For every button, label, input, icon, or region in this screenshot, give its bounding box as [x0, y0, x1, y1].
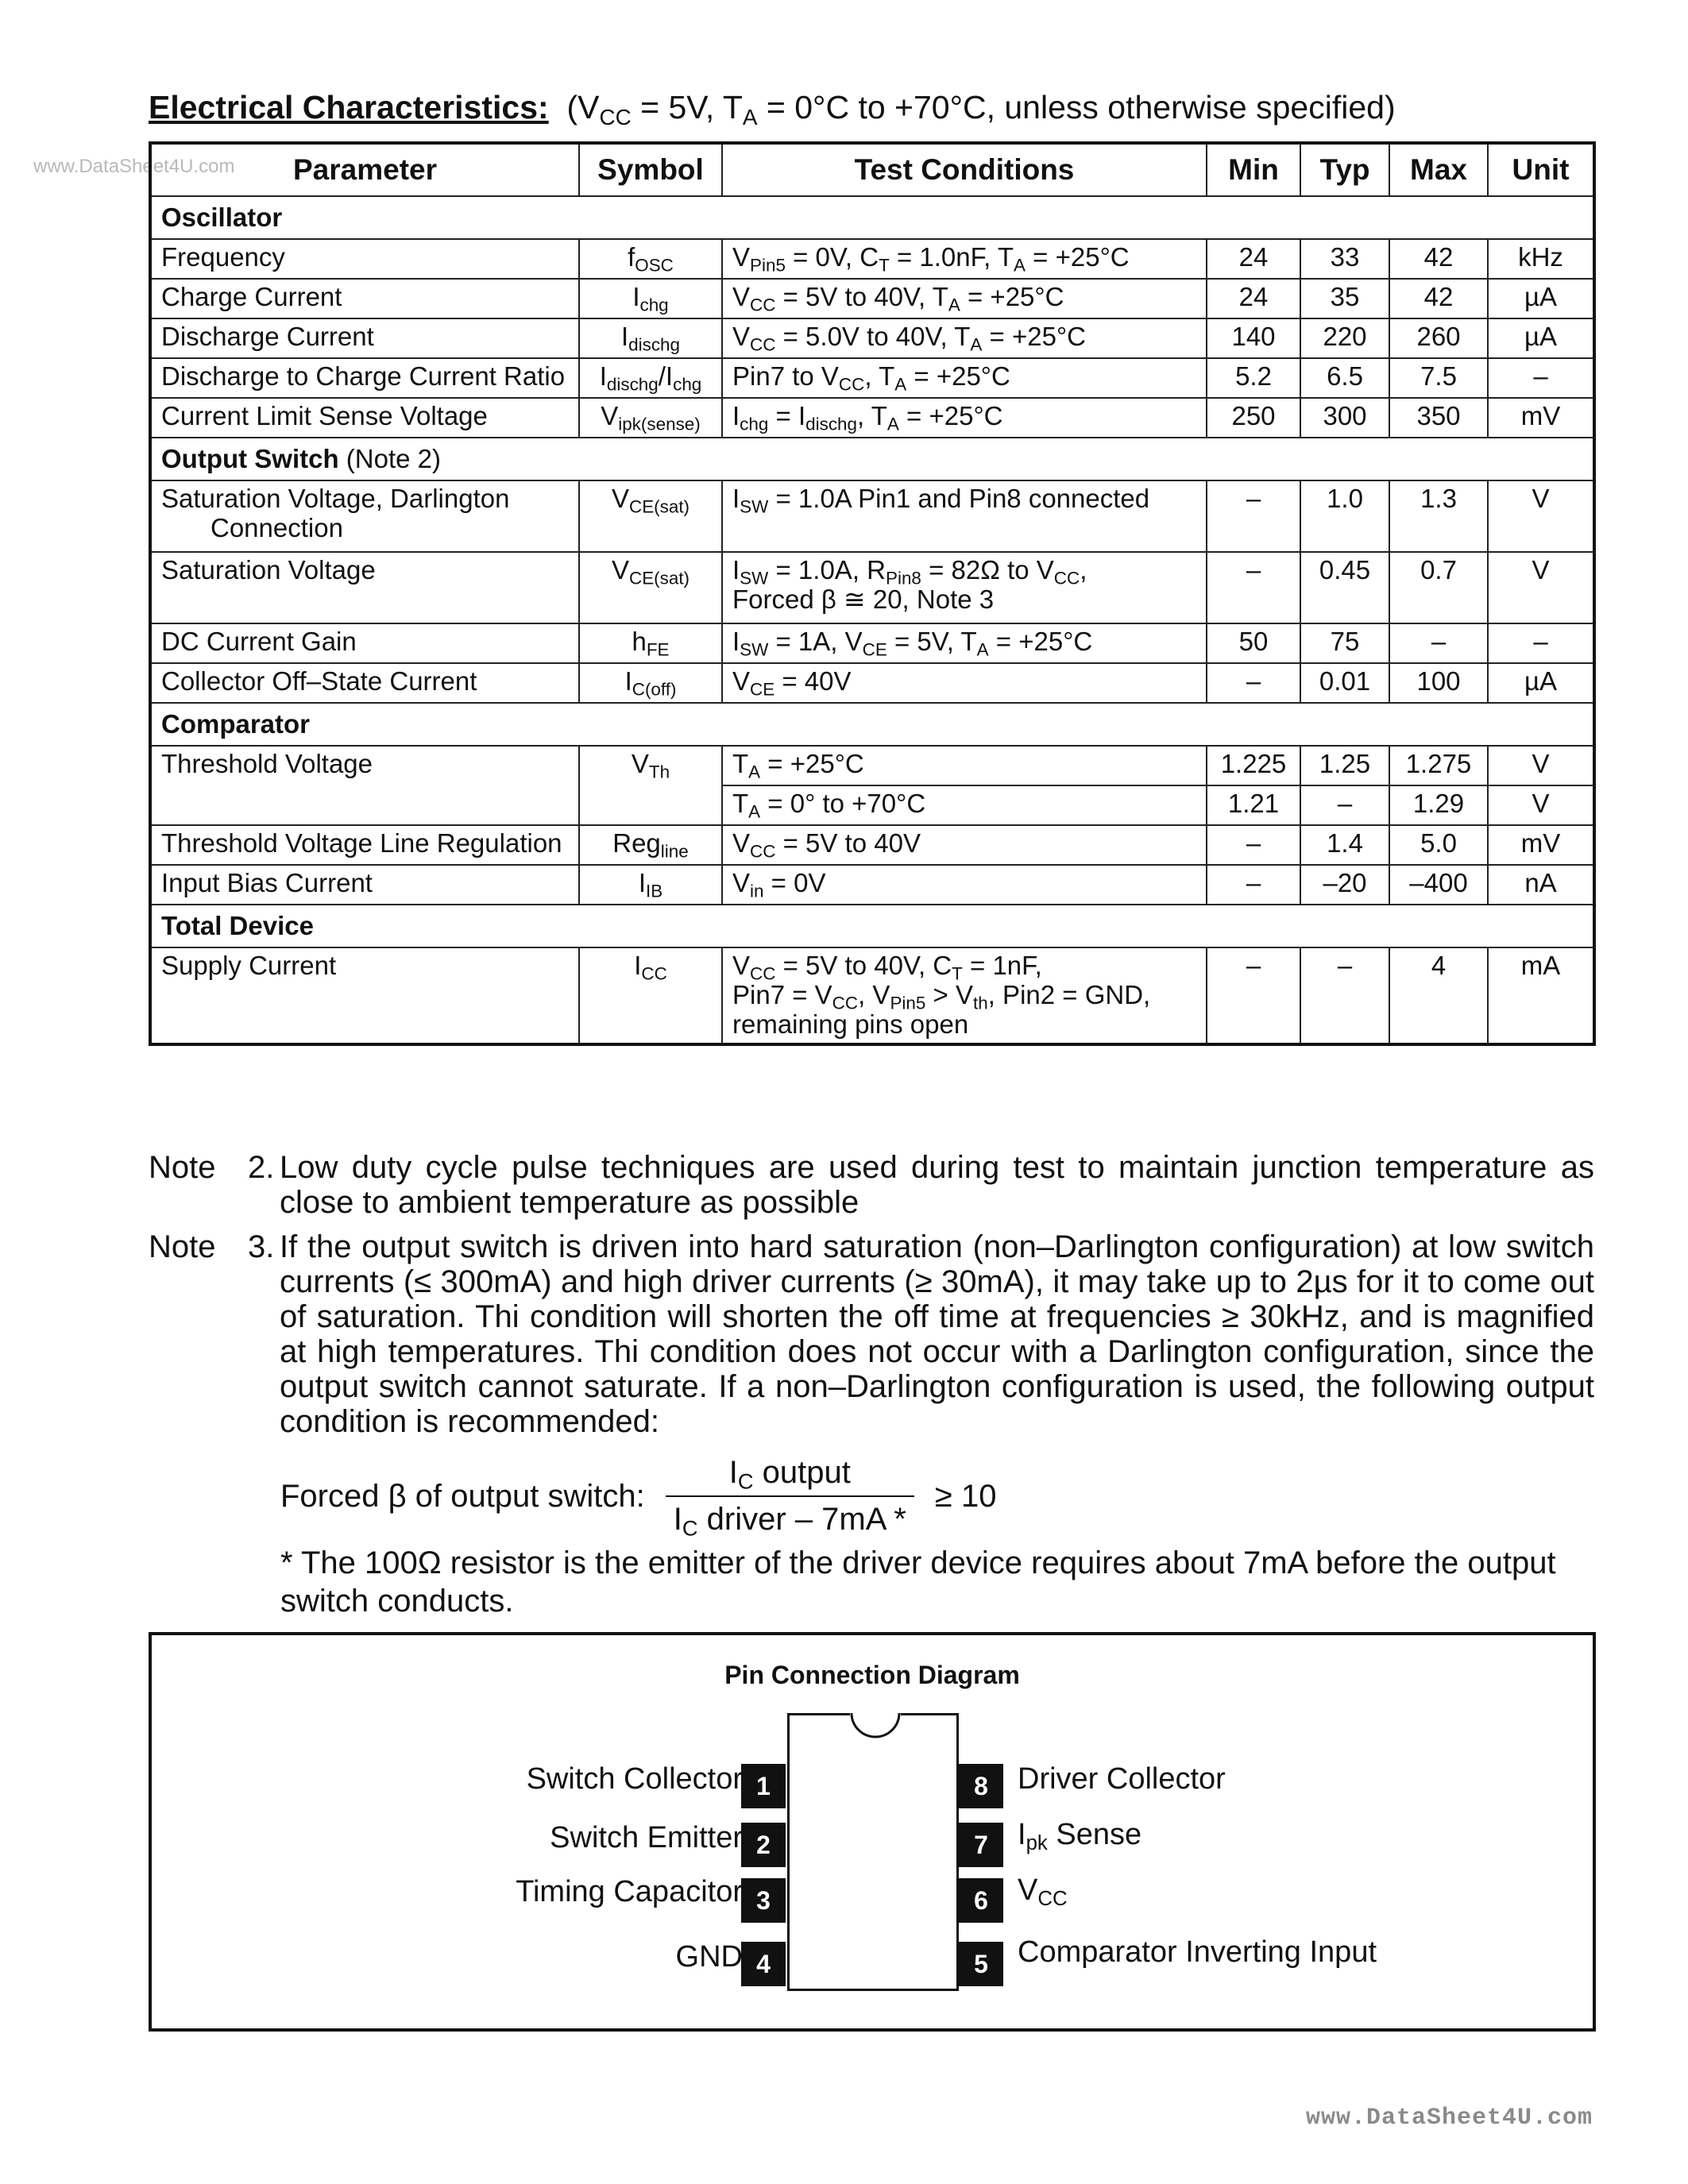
formula-text: I: [673, 1502, 682, 1537]
symbol-text: Reg: [612, 828, 661, 858]
condition-cell: [722, 825, 1207, 865]
cond-text: = 1nF,: [962, 951, 1042, 980]
cond-sub: A: [886, 414, 899, 434]
cond-sub: T: [952, 963, 963, 984]
cond-sub: CC: [750, 295, 776, 315]
cond-sub: chg: [740, 414, 769, 434]
unit-cell: nA: [1488, 865, 1594, 905]
symbol-cell: [579, 358, 722, 398]
symbol-text: I: [632, 282, 640, 311]
cond-text: I: [732, 401, 740, 430]
section-total-device: [150, 905, 1594, 947]
condition-cell: [722, 663, 1207, 703]
typ-cell: 300: [1300, 398, 1389, 438]
symbol-sub: CE(sat): [628, 568, 690, 588]
min-cell: 250: [1207, 398, 1300, 438]
symbol-sub: dischg: [606, 374, 659, 395]
max-cell: 350: [1389, 398, 1488, 438]
cond-sub: CE: [750, 679, 775, 700]
symbol-cell: [579, 746, 722, 825]
symbol-sub: CE(sat): [628, 496, 690, 517]
cond-sub: SW: [740, 639, 769, 660]
table-row: [150, 239, 1594, 279]
max-cell: 1.29: [1389, 785, 1488, 825]
min-cell: 5.2: [1207, 358, 1300, 398]
min-cell: –: [1207, 480, 1300, 552]
param-cell: Collector Off–State Current: [150, 663, 579, 703]
cond-sub: A: [748, 762, 761, 782]
symbol-cell: [579, 480, 722, 552]
param-cell: Threshold Voltage: [150, 746, 579, 825]
cond-sub: A: [894, 374, 907, 395]
pin-label-ipk-sense: [1018, 1818, 1142, 1855]
condition-cell: [722, 865, 1207, 905]
section-title: Output Switch: [161, 443, 339, 473]
table-row: [150, 398, 1594, 438]
symbol-cell: [579, 947, 722, 1044]
pin-label-text: I: [1018, 1818, 1026, 1851]
condition-cell: [722, 480, 1207, 552]
title-mid: = 5V, T: [631, 89, 743, 125]
electrical-characteristics-table: [149, 141, 1596, 1046]
title-ta-sub: A: [742, 104, 758, 129]
header-parameter: Parameter: [150, 143, 579, 196]
max-cell: 5.0: [1389, 825, 1488, 865]
unit-cell: V: [1488, 480, 1594, 552]
note-number: 3.: [248, 1229, 275, 1264]
cond-text: , T: [864, 361, 895, 391]
formula-sub: C: [737, 1468, 754, 1494]
title-open: (V: [566, 89, 600, 125]
unit-cell: V: [1488, 746, 1594, 785]
pin-label-comparator-inverting-input: Comparator Inverting Input: [1018, 1935, 1377, 1969]
table-row: [150, 480, 1594, 552]
pin-label-switch-emitter: Switch Emitter: [550, 1821, 743, 1854]
unit-cell: µA: [1488, 318, 1594, 358]
cond-text: V: [732, 951, 751, 980]
unit-cell: mV: [1488, 398, 1594, 438]
typ-cell: 33: [1300, 239, 1389, 279]
cond-text: T: [732, 749, 749, 778]
cond-sub: Pin8: [886, 568, 921, 588]
param-cell: Discharge Current: [150, 318, 579, 358]
max-cell: 0.7: [1389, 552, 1488, 623]
cond-text: = +25°C: [960, 282, 1064, 311]
symbol-cell: [579, 623, 722, 663]
symbol-text: V: [611, 555, 629, 585]
cond-text: remaining pins open: [732, 1009, 969, 1039]
cond-text: V: [732, 242, 751, 272]
cond-text: = +25°C: [988, 627, 1093, 656]
header-max: Max: [1389, 143, 1488, 196]
cond-sub: A: [976, 639, 989, 660]
watermark-bottom: www.DataSheet4U.com: [1305, 2105, 1593, 2132]
pin-6: 6: [959, 1878, 1003, 1923]
typ-cell: 1.0: [1300, 480, 1389, 552]
table-row: [150, 279, 1594, 318]
cond-text: = 1A, V: [768, 627, 863, 656]
cond-sub: Pin5: [750, 255, 786, 276]
header-typ: Typ: [1300, 143, 1389, 196]
formula-denominator: [666, 1495, 914, 1541]
cond-text: = +25°C: [1025, 242, 1130, 272]
cond-text: = 0V: [763, 868, 826, 897]
typ-cell: 1.25: [1300, 746, 1389, 785]
symbol-sub: IB: [645, 881, 663, 901]
min-cell: –: [1207, 947, 1300, 1044]
cond-text: > V: [925, 979, 973, 1009]
min-cell: 50: [1207, 623, 1300, 663]
cond-text: V: [732, 666, 751, 696]
symbol-sub: CC: [641, 963, 667, 984]
cond-text: V: [732, 828, 751, 858]
cond-sub: CC: [838, 374, 865, 395]
ic-package: [787, 1713, 959, 1991]
symbol-cell: [579, 552, 722, 623]
symbol-cell: [579, 318, 722, 358]
symbol-cell: [579, 239, 722, 279]
table-row: [150, 318, 1594, 358]
note-text: If the output switch is driven into hard saturation (non–Darlington configuration) at low switch currents (≤ 300mA) and high driver currents (≥ 30mA), it may take up to 2µs for it to come out of saturation. Thi condition will shorten the off time at frequencies ≥ 30kHz, and is magnified at high temperatures. Thi condition does not occur with a Darlington configuration, since the output switch cannot saturate. If a non–Darlington configuration is used, the following output condition is recommended:: [280, 1229, 1594, 1439]
symbol-text: I: [638, 868, 646, 897]
cond-text: = 5V to 40V: [775, 828, 921, 858]
symbol-sub: line: [660, 841, 689, 862]
pin-label-gnd: GND: [675, 1940, 743, 1974]
cond-sub: A: [948, 295, 960, 315]
symbol-text: V: [611, 484, 629, 513]
max-cell: 100: [1389, 663, 1488, 703]
condition-cell: [722, 623, 1207, 663]
symbol-sub: ipk(sense): [618, 414, 701, 434]
unit-cell: V: [1488, 552, 1594, 623]
pin-label-driver-collector: Driver Collector: [1018, 1762, 1226, 1796]
cond-text: = 5V to 40V, C: [775, 951, 952, 980]
symbol-text: V: [601, 401, 619, 430]
unit-cell: µA: [1488, 279, 1594, 318]
header-min: Min: [1207, 143, 1300, 196]
pin-3: 3: [741, 1878, 786, 1923]
symbol-sub: FE: [646, 639, 670, 660]
formula-text: driver – 7mA *: [697, 1502, 906, 1537]
header-symbol: Symbol: [579, 143, 722, 196]
cond-text: T: [732, 789, 749, 818]
header-test-conditions: Test Conditions: [722, 143, 1207, 196]
min-cell: 24: [1207, 279, 1300, 318]
symbol-cell: [579, 279, 722, 318]
note-label: Note: [149, 1229, 216, 1264]
note-3: [149, 1229, 1594, 1439]
cond-sub: th: [973, 993, 988, 1013]
title-heading: Electrical Characteristics:: [149, 89, 549, 125]
unit-cell: kHz: [1488, 239, 1594, 279]
cond-sub: CC: [750, 841, 776, 862]
section-oscillator: [150, 196, 1594, 239]
typ-cell: 75: [1300, 623, 1389, 663]
cond-text: = 1.0A, R: [768, 555, 886, 585]
section-note: (Note 2): [338, 443, 442, 473]
cond-text: I: [732, 555, 740, 585]
cond-text: = 1.0nF, T: [889, 242, 1014, 272]
unit-cell: –: [1488, 358, 1594, 398]
typ-cell: 0.45: [1300, 552, 1389, 623]
notes-section: [149, 1150, 1594, 1449]
section-label: Oscillator: [150, 196, 1594, 239]
pin-label-text: V: [1018, 1873, 1038, 1907]
cond-text: ,: [1080, 555, 1087, 585]
param-cell: Input Bias Current: [150, 865, 579, 905]
cond-text: = 40V: [774, 666, 852, 696]
condition-cell: [722, 239, 1207, 279]
param-cell: Discharge to Charge Current Ratio: [150, 358, 579, 398]
cond-sub: Pin5: [890, 993, 926, 1013]
cond-text: = 1.0A Pin1 and Pin8 connected: [768, 484, 1150, 513]
min-cell: –: [1207, 552, 1300, 623]
section-label: [150, 438, 1594, 480]
cond-text: Pin7 to V: [732, 361, 839, 391]
param-cell: Frequency: [150, 239, 579, 279]
max-cell: 42: [1389, 239, 1488, 279]
symbol-sub: Th: [648, 762, 670, 782]
param-cell: Supply Current: [150, 947, 579, 1044]
cond-text: = +25°C: [982, 322, 1086, 351]
header-row: [150, 143, 1594, 196]
cond-text: , Pin2 = GND,: [987, 979, 1151, 1009]
cond-sub: A: [1014, 255, 1026, 276]
typ-cell: 6.5: [1300, 358, 1389, 398]
section-comparator: [150, 703, 1594, 746]
max-cell: 1.3: [1389, 480, 1488, 552]
unit-cell: µA: [1488, 663, 1594, 703]
max-cell: 42: [1389, 279, 1488, 318]
cond-text: V: [732, 322, 751, 351]
cond-text: V: [732, 868, 751, 897]
symbol-text: /I: [658, 361, 674, 391]
unit-cell: mA: [1488, 947, 1594, 1044]
cond-text: = +25°C: [906, 361, 1010, 391]
param-cell: [150, 480, 579, 552]
symbol-cell: [579, 663, 722, 703]
condition-cell: [722, 398, 1207, 438]
param-cell: Saturation Voltage: [150, 552, 579, 623]
param-cell: Current Limit Sense Voltage: [150, 398, 579, 438]
min-cell: 24: [1207, 239, 1300, 279]
footnote: * The 100Ω resistor is the emitter of the driver device requires about 7mA before the output switch conducts.: [280, 1545, 1556, 1619]
title-close: = 0°C to +70°C, unless otherwise specified): [757, 89, 1396, 125]
typ-cell: 220: [1300, 318, 1389, 358]
cond-text: = I: [768, 401, 806, 430]
symbol-text: V: [631, 749, 649, 778]
condition-cell: [722, 318, 1207, 358]
param-cell: Charge Current: [150, 279, 579, 318]
formula-numerator: [721, 1455, 859, 1495]
symbol-cell: [579, 398, 722, 438]
min-cell: –: [1207, 825, 1300, 865]
section-output-switch: [150, 438, 1594, 480]
table-row: [150, 552, 1594, 623]
condition-cell: [722, 947, 1207, 1044]
cond-text: = 5V to 40V, T: [775, 282, 948, 311]
typ-cell: 1.4: [1300, 825, 1389, 865]
cond-text: , T: [857, 401, 887, 430]
symbol-text: I: [599, 361, 607, 391]
formula-text: output: [753, 1455, 851, 1490]
pin-label-switch-collector: Switch Collector: [526, 1762, 743, 1796]
pin-4: 4: [741, 1942, 786, 1986]
formula-text: I: [728, 1455, 738, 1490]
table-row: [150, 358, 1594, 398]
unit-cell: mV: [1488, 825, 1594, 865]
forced-beta-formula: [280, 1455, 997, 1541]
pin-label-text: Sense: [1047, 1818, 1142, 1851]
formula-lhs: Forced β of output switch:: [280, 1478, 645, 1514]
symbol-text: I: [620, 322, 629, 351]
max-cell: –: [1389, 623, 1488, 663]
typ-cell: –: [1300, 947, 1389, 1044]
param-cell: DC Current Gain: [150, 623, 579, 663]
cond-sub: A: [970, 334, 983, 355]
table-row: [150, 623, 1594, 663]
condition-cell: [722, 785, 1207, 825]
symbol-sub: C(off): [632, 679, 677, 700]
symbol-text: I: [634, 951, 642, 980]
pin-8: 8: [959, 1764, 1003, 1808]
unit-cell: V: [1488, 785, 1594, 825]
min-cell: 1.21: [1207, 785, 1300, 825]
typ-cell: 35: [1300, 279, 1389, 318]
cond-text: = +25°C: [760, 749, 864, 778]
max-cell: 4: [1389, 947, 1488, 1044]
pin-2: 2: [741, 1823, 786, 1867]
param-line: Saturation Voltage, Darlington: [161, 484, 510, 513]
cond-sub: SW: [740, 568, 769, 588]
max-cell: 1.275: [1389, 746, 1488, 785]
cond-sub: CC: [750, 963, 776, 984]
cond-text: = 82Ω to V: [921, 555, 1054, 585]
pin-label-sub: pk: [1026, 1832, 1048, 1855]
symbol-cell: [579, 825, 722, 865]
page-title: [149, 89, 1396, 129]
cond-text: V: [732, 282, 751, 311]
condition-cell: [722, 746, 1207, 785]
min-cell: –: [1207, 865, 1300, 905]
max-cell: 7.5: [1389, 358, 1488, 398]
pin-label-timing-capacitor: Timing Capacitor: [516, 1875, 743, 1908]
cond-sub: A: [748, 801, 761, 822]
pin-1: 1: [741, 1764, 786, 1808]
cond-sub: CC: [750, 334, 776, 355]
cond-sub: dischg: [805, 414, 857, 434]
cond-text: = +25°C: [898, 401, 1003, 430]
pin-7: 7: [959, 1823, 1003, 1867]
cond-text: Forced β ≅ 20, Note 3: [732, 584, 995, 614]
cond-sub: SW: [740, 496, 769, 517]
min-cell: –: [1207, 663, 1300, 703]
symbol-cell: [579, 865, 722, 905]
table-row: [150, 663, 1594, 703]
cond-text: Pin7 = V: [732, 979, 832, 1009]
symbol-sub: dischg: [628, 334, 681, 355]
table-row: [150, 746, 1594, 785]
note-number: 2.: [248, 1150, 275, 1185]
header-unit: Unit: [1488, 143, 1594, 196]
param-cell: Threshold Voltage Line Regulation: [150, 825, 579, 865]
typ-cell: –: [1300, 785, 1389, 825]
table-row: [150, 825, 1594, 865]
watermark-top: www.DataSheet4U.com: [33, 156, 235, 177]
note-2: [149, 1150, 1594, 1220]
pin-5: 5: [959, 1942, 1003, 1986]
unit-cell: –: [1488, 623, 1594, 663]
cond-sub: CE: [862, 639, 887, 660]
min-cell: 1.225: [1207, 746, 1300, 785]
param-line: Connection: [211, 512, 343, 542]
formula-fraction: [666, 1455, 914, 1541]
diagram-title: Pin Connection Diagram: [724, 1661, 1020, 1689]
cond-sub: in: [750, 881, 764, 901]
pin-connection-diagram: [149, 1632, 1596, 2032]
formula-sub: C: [682, 1515, 698, 1541]
section-label: Comparator: [150, 703, 1594, 746]
typ-cell: –20: [1300, 865, 1389, 905]
max-cell: –400: [1389, 865, 1488, 905]
symbol-sub: chg: [639, 295, 669, 315]
cond-text: , V: [858, 979, 890, 1009]
package-notch-icon: [850, 1713, 901, 1742]
symbol-sub: chg: [673, 374, 702, 395]
cond-sub: CC: [1053, 568, 1080, 588]
symbol-text: h: [632, 627, 647, 656]
symbol-text: f: [628, 242, 635, 272]
pin-label-vcc: [1018, 1873, 1068, 1911]
max-cell: 260: [1389, 318, 1488, 358]
condition-cell: [722, 279, 1207, 318]
table-row: [150, 947, 1594, 1044]
condition-cell: [722, 358, 1207, 398]
cond-text: I: [732, 484, 740, 513]
table-row: [150, 865, 1594, 905]
cond-text: = 5V, T: [886, 627, 977, 656]
condition-cell: [722, 552, 1207, 623]
cond-text: = 5.0V to 40V, T: [775, 322, 971, 351]
cond-text: = 0° to +70°C: [760, 789, 926, 818]
cond-sub: CC: [832, 993, 859, 1013]
cond-sub: T: [879, 255, 890, 276]
note-label: Note: [149, 1150, 216, 1185]
pin-label-sub: CC: [1037, 1888, 1068, 1911]
cond-text: I: [732, 627, 740, 656]
typ-cell: 0.01: [1300, 663, 1389, 703]
cond-text: = 0V, C: [785, 242, 879, 272]
symbol-text: I: [624, 666, 632, 696]
title-vcc-sub: CC: [599, 104, 632, 129]
symbol-sub: OSC: [635, 255, 674, 276]
formula-rhs: ≥ 10: [934, 1478, 997, 1514]
note-text: Low duty cycle pulse techniques are used during test to maintain junction temperature as close to ambient temperature as possible: [280, 1150, 1594, 1220]
min-cell: 140: [1207, 318, 1300, 358]
section-label: Total Device: [150, 905, 1594, 947]
